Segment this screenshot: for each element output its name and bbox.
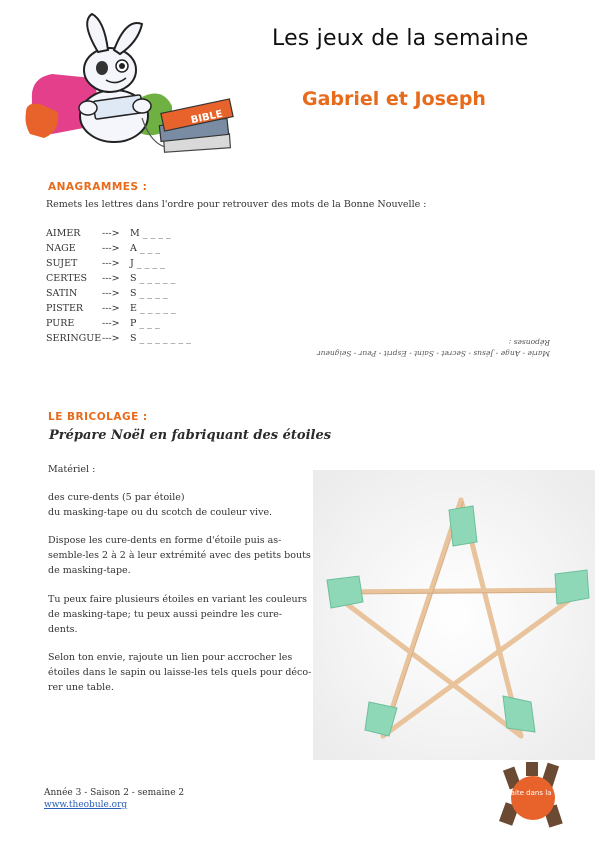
anagram-row [46,243,160,254]
bricolage-subtitle: Prépare Noël en fabriquant des étoiles [49,428,332,443]
logo-text: retraite dans la ville [498,789,568,797]
anagram-row [46,273,175,284]
anagram-word: NAGE [46,243,76,254]
paragraph-line: Dispose les cure-dents en forme d'étoile puis as- [48,535,282,546]
answers-text: Marie - Ange - Jésus - Secret - Saint - Esprit - Peur - Seigneur [317,349,550,358]
anagram-arrow: ---> [102,333,120,344]
answers-label: Réponses : [508,338,550,347]
anagram-blank: S _ _ _ _ [130,288,168,299]
instruction-paragraph [48,533,311,578]
paragraph-line: dents. [48,624,78,635]
anagram-row [46,333,191,344]
anagram-row [46,258,165,269]
anagram-row [46,303,176,314]
anagram-arrow: ---> [102,228,120,239]
anagram-word: SATIN [46,288,78,299]
anagram-word: SUJET [46,258,78,269]
rabbit-reading-illustration [22,8,254,168]
footer [44,787,184,811]
anagram-blank: S _ _ _ _ _ _ _ [130,333,191,344]
season-info: Année 3 - Saison 2 - semaine 2 [44,788,185,798]
anagram-arrow: ---> [102,273,120,284]
anagram-word: CERTES [46,273,87,284]
anagram-word: PISTER [46,303,84,314]
materiel-line: des cure-dents (5 par étoile) [48,492,185,503]
instruction-paragraph [48,592,307,637]
anagram-blank: J _ _ _ _ [130,258,165,269]
bricolage-heading: LE BRICOLAGE : [48,411,148,423]
anagram-blank: E _ _ _ _ _ [130,303,176,314]
materiel-label: Matériel : [48,464,96,475]
paragraph-line: semble-les 2 à 2 à leur extrémité avec des petits bouts [48,550,311,561]
anagram-arrow: ---> [102,318,120,329]
anagram-blank: M _ _ _ _ [130,228,171,239]
website-link[interactable]: www.theobule.org [44,800,128,810]
anagram-word: PURE [46,318,75,329]
retraite-logo [498,760,568,834]
anagram-word: AIMER [46,228,81,239]
anagram-row [46,288,168,299]
anagram-row [46,228,171,239]
anagrammes-instruction: Remets les lettres dans l'ordre pour retrouver des mots de la Bonne Nouvelle : [46,199,427,210]
paragraph-line: Tu peux faire plusieurs étoiles en variant les couleurs [48,594,308,605]
anagram-word: SERINGUE [46,333,102,344]
paragraph-line: Selon ton envie, rajoute un lien pour accrocher les [48,652,293,663]
materiel-line: du masking-tape ou du scotch de couleur vive. [48,507,273,518]
anagram-arrow: ---> [102,288,120,299]
page-title: Les jeux de la semaine [272,26,529,51]
anagram-arrow: ---> [102,303,120,314]
instruction-paragraph [48,650,311,695]
anagram-row [46,318,160,329]
book-label: BIBLE [189,108,224,127]
paragraph-line: de masking-tape. [48,565,131,576]
anagram-arrow: ---> [102,243,120,254]
anagrammes-heading: ANAGRAMMES : [48,181,148,193]
materiel-list [48,490,272,520]
page-subtitle: Gabriel et Joseph [302,88,486,110]
answers-upside-down [282,337,550,359]
anagram-blank: S _ _ _ _ _ [130,273,176,284]
anagram-blank: P _ _ _ [130,318,160,329]
anagram-arrow: ---> [102,258,120,269]
paragraph-line: rer une table. [48,682,114,693]
paragraph-line: de masking-tape; tu peux aussi peindre les cure- [48,609,283,620]
toothpick-star-photo [313,470,595,760]
anagram-blank: A _ _ _ [130,243,161,254]
paragraph-line: étoiles dans le sapin ou laisse-les tels quels pour déco- [48,667,312,678]
